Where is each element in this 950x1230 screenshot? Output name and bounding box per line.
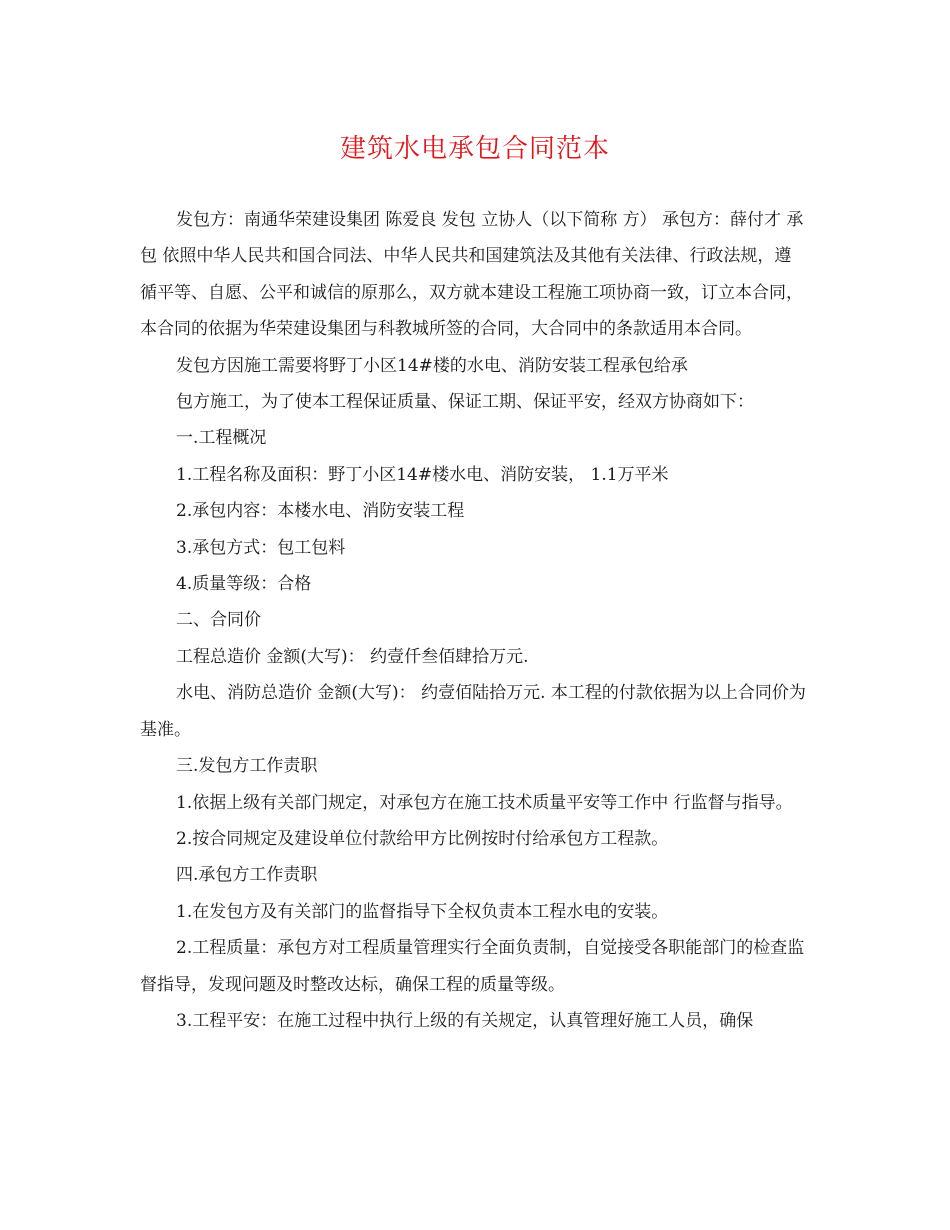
list-item: 3.工程平安：在施工过程中执行上级的有关规定，认真管理好施工人员，确保 <box>176 1010 754 1031</box>
section-heading-employer-duties: 三.发包方工作责职 <box>176 756 318 777</box>
list-item: 4.质量等级：合格 <box>176 574 312 595</box>
list-item: 1.工程名称及面积：野丁小区14#楼水电、消防安装， 1.1万平米 <box>176 464 669 485</box>
paragraph-scope-1: 发包方因施工需要将野丁小区14#楼的水电、消防安装工程承包给承 <box>176 355 688 376</box>
paragraph-mep-price: 水电、消防总造价 金额(大写)： 约壹佰陆拾万元. 本工程的付款依据为以上合同价为基准。 <box>140 683 806 740</box>
paragraph-scope-2: 包方施工，为了使本工程保证质量、保证工期、保证平安，经双方协商如下： <box>176 392 754 413</box>
paragraph-parties: 发包方：南通华荣建设集团 陈爱良 发包 立协人（以下简称 方） 承包方：薛付才 承包 依照中华人民共和国合同法、中华人民共和国建筑法及其他有关法律、行政法规，遵循平等、自愿、公平和诚信的原那么，双方就本建设工程施工项协商一致，订立本合同，本合同的依据为华荣建设集团与科教城所签的合同，大合同中的条款适用本合同。 <box>140 210 804 340</box>
document-title: 建筑水电承包合同范本 <box>339 134 610 164</box>
paragraph-total-price: 工程总造价 金额(大写)： 约壹仟叁佰肆拾万元. <box>176 646 529 667</box>
list-item: 1.依据上级有关部门规定，对承包方在施工技术质量平安等工作中 行监督与指导。 <box>176 792 793 813</box>
list-item: 2.按合同规定及建设单位付款给甲方比例按时付给承包方工程款。 <box>176 828 669 849</box>
section-heading-contractor-duties: 四.承包方工作责职 <box>176 865 318 886</box>
list-item: 2.工程质量：承包方对工程质量管理实行全面负责制，自觉接受各职能部门的检查监督指导，发现问题及时整改达标，确保工程的质量等级。 <box>140 938 805 995</box>
section-heading-project-overview: 一.工程概况 <box>176 428 267 449</box>
list-item: 1.在发包方及有关部门的监督指导下全权负责本工程水电的安装。 <box>176 901 669 922</box>
list-item: 2.承包内容：本楼水电、消防安装工程 <box>176 501 465 522</box>
section-heading-contract-price: 二、合同价 <box>176 610 261 631</box>
document-body <box>140 202 808 1039</box>
list-item: 3.承包方式：包工包料 <box>176 537 346 558</box>
